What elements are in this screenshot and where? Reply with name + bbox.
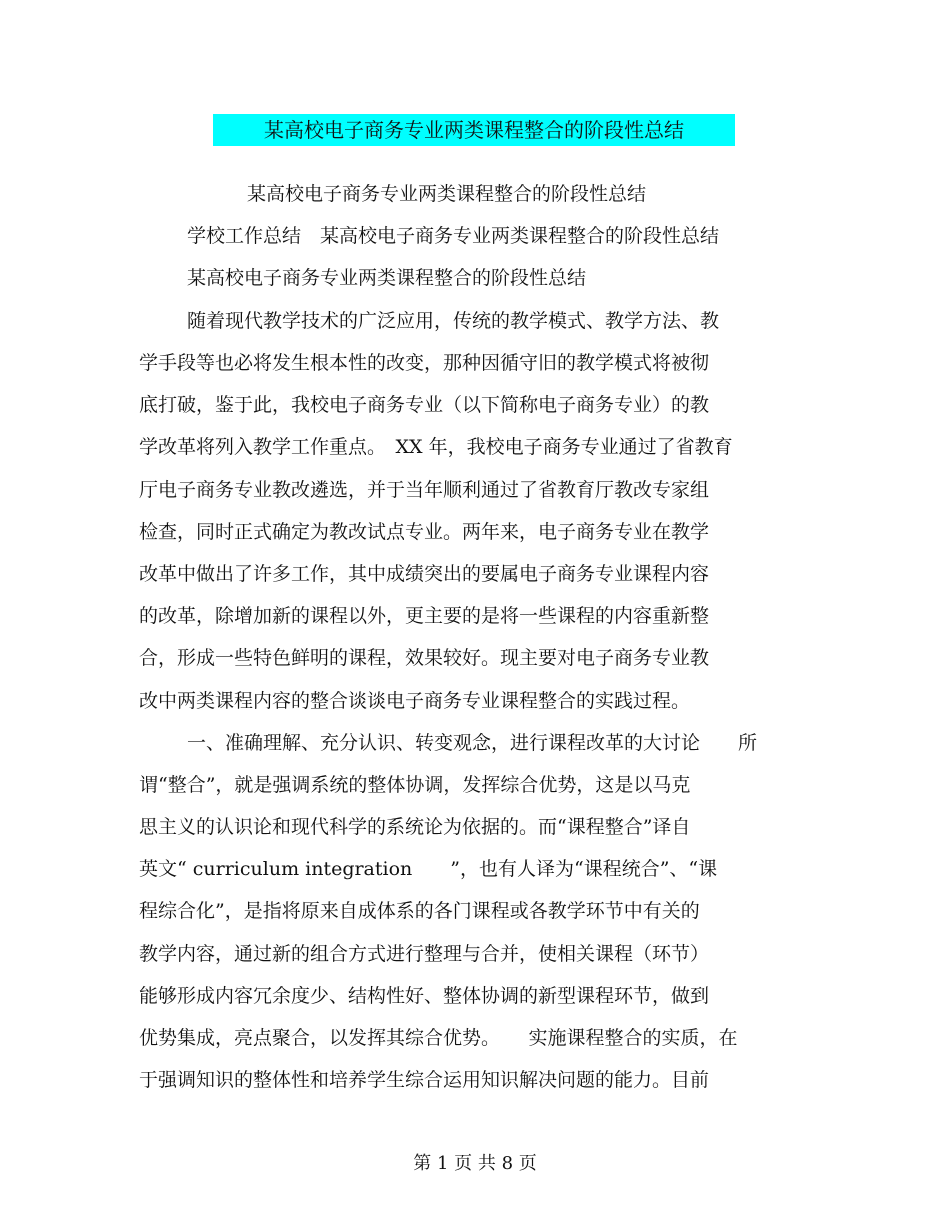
text-line: 改中两类课程内容的整合谈谈电子商务专业课程整合的实践过程。 (139, 690, 691, 712)
text-line: 随着现代教学技术的广泛应用，传统的教学模式、教学方法、教 (187, 310, 720, 332)
text-line: 优势集成，亮点聚合，以发挥其综合优势。 实施课程整合的实质，在 (139, 1027, 738, 1049)
text-line: 的改革，除增加新的课程以外，更主要的是将一些课程的内容重新整 (139, 605, 710, 627)
text-line: 改革中做出了许多工作，其中成绩突出的要属电子商务专业课程内容 (139, 563, 710, 585)
text-line: 学校工作总结 某高校电子商务专业两类课程整合的阶段性总结 (187, 225, 720, 247)
text-line: 英文“ curriculum integration ”，也有人译为“课程统合”、“课 (139, 858, 718, 880)
text-line: 厅电子商务专业教改遴选，并于当年顺利通过了省教育厅教改专家组 (139, 479, 710, 501)
text-line: 检查，同时正式确定为教改试点专业。两年来，电子商务专业在教学 (139, 521, 710, 543)
text-line: 谓“整合”，就是强调系统的整体协调，发挥综合优势，这是以马克 (139, 774, 691, 796)
text-line: 合，形成一些特色鲜明的课程，效果较好。现主要对电子商务专业教 (139, 647, 710, 669)
page-number: 第 1 页 共 8 页 (413, 1153, 537, 1174)
text-line: 底打破，鉴于此，我校电子商务专业（以下简称电子商务专业）的教 (139, 394, 710, 416)
text-line: 程综合化”，是指将原来自成体系的各门课程或各教学环节中有关的 (139, 900, 700, 922)
text-line: 能够形成内容冗余度少、结构性好、整体协调的新型课程环节，做到 (139, 985, 710, 1007)
title-highlight (213, 114, 735, 146)
text-line: 某高校电子商务专业两类课程整合的阶段性总结 (247, 183, 647, 205)
text-line: 思主义的认识论和现代科学的系统论为依据的。而“课程整合”译自 (139, 816, 691, 838)
text-line: 某高校电子商务专业两类课程整合的阶段性总结 (187, 267, 587, 289)
document-title: 某高校电子商务专业两类课程整合的阶段性总结 (264, 118, 684, 142)
text-line: 教学内容，通过新的组合方式进行整理与合并，使相关课程（环节） (139, 943, 710, 965)
text-line: 于强调知识的整体性和培养学生综合运用知识解决问题的能力。目前 (139, 1069, 710, 1091)
text-line: 一、准确理解、充分认识、转变观念，进行课程改革的大讨论 所 (187, 732, 758, 754)
text-line: 学改革将列入教学工作重点。 XX 年，我校电子商务专业通过了省教育 (139, 436, 733, 458)
text-line: 学手段等也必将发生根本性的改变，那种因循守旧的教学模式将被彻 (139, 352, 710, 374)
